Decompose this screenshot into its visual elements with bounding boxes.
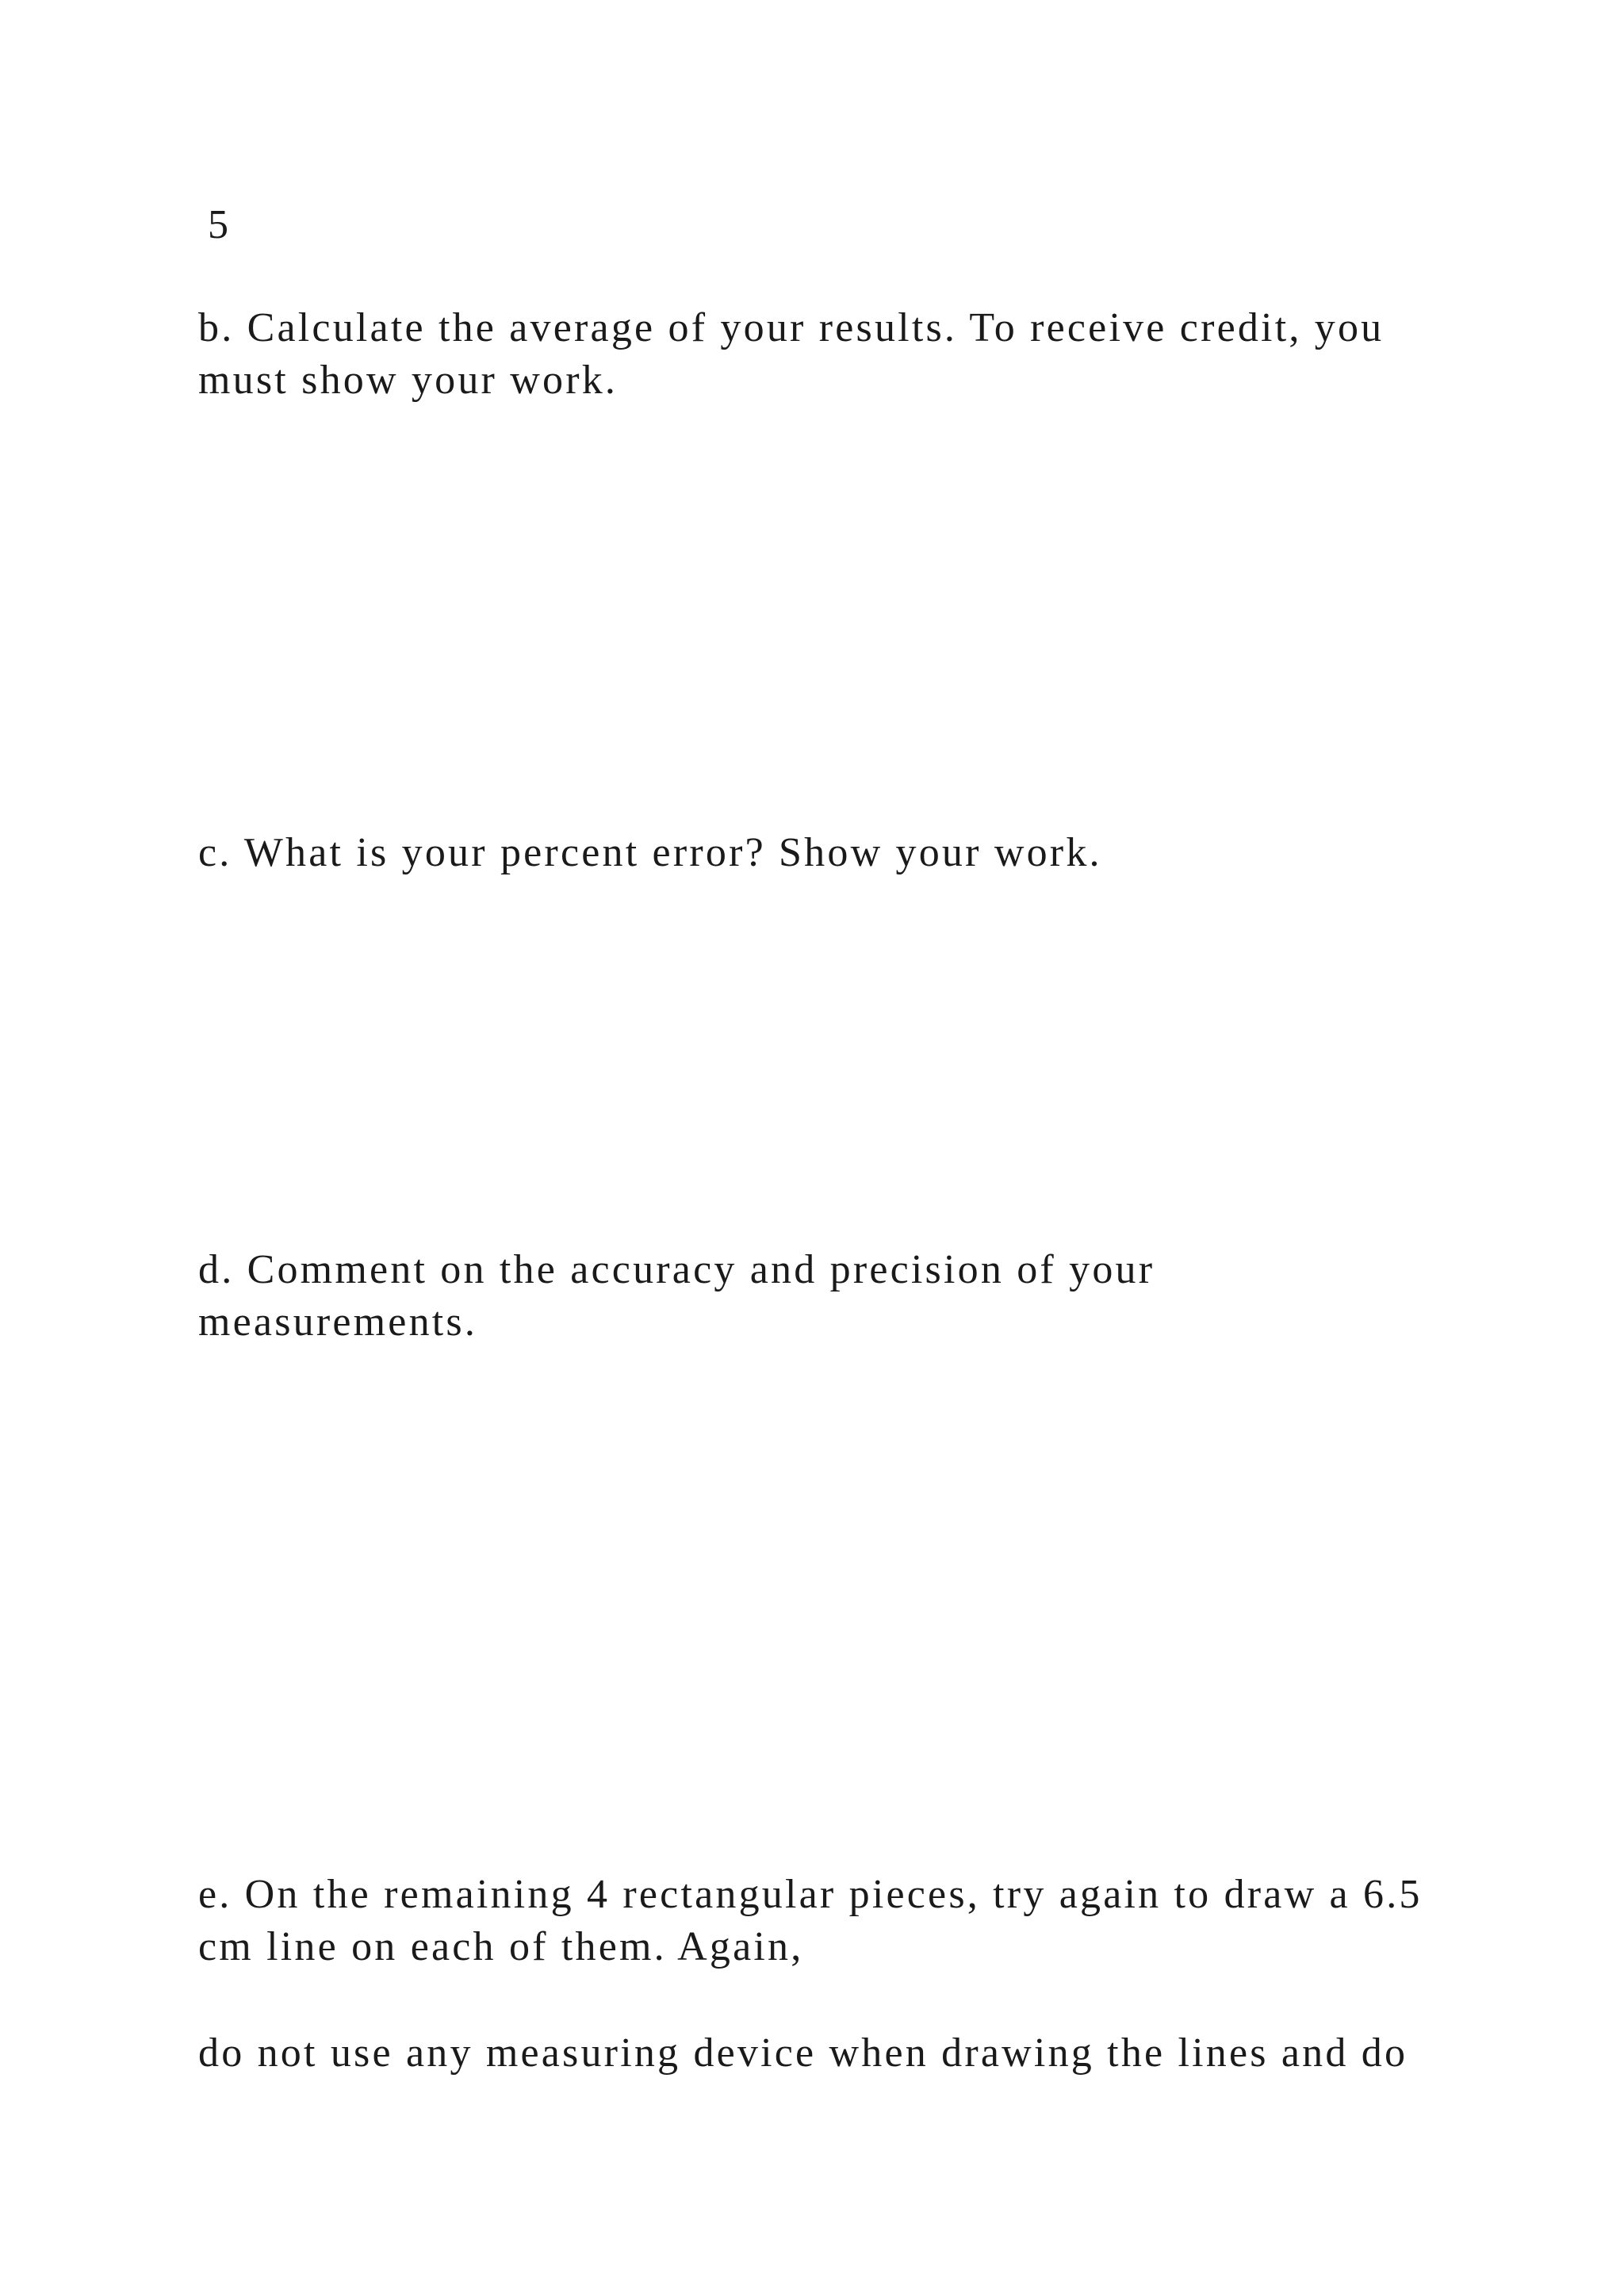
question-b-line-1: b. Calculate the average of your results. To receive credit, you (198, 305, 1385, 350)
question-e-line-2: cm line on each of them. Again, (198, 1924, 804, 1969)
question-d-line-1: d. Comment on the accuracy and precision of your (198, 1247, 1155, 1292)
question-b-line-2: must show your work. (198, 358, 619, 403)
question-e-line-1: e. On the remaining 4 rectangular pieces, try again to draw a 6.5 (198, 1872, 1423, 1917)
question-d-line-2: measurements. (198, 1299, 478, 1345)
question-c-line-1: c. What is your percent error? Show your work. (198, 830, 1102, 875)
page-number: 5 (208, 202, 232, 247)
question-e-line-3: do not use any measuring device when drawing the lines and do (198, 2030, 1408, 2076)
